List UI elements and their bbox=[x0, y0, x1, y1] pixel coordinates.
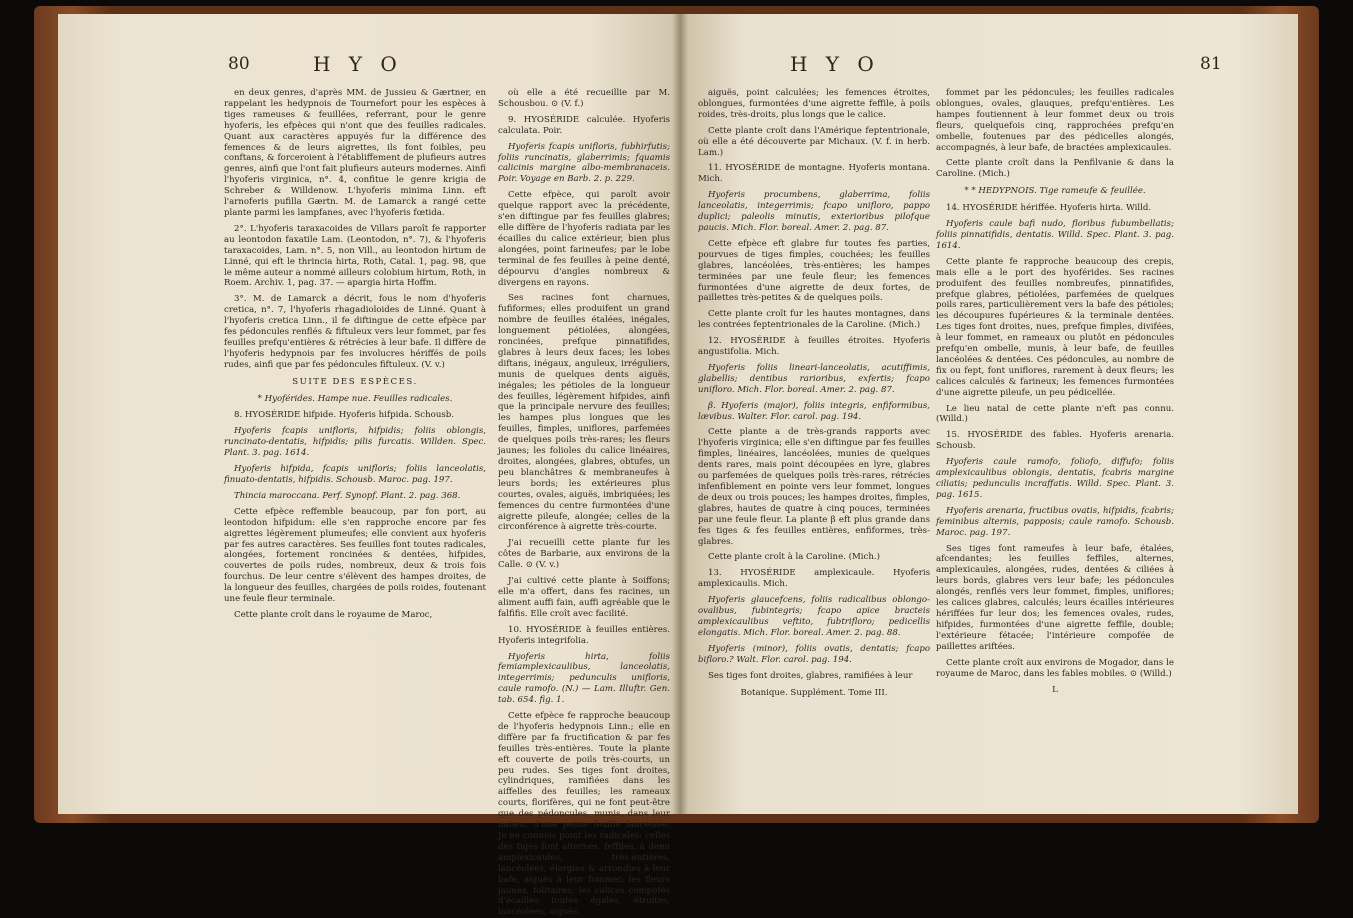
page-number-right: 81 bbox=[1200, 54, 1222, 74]
paragraph: * * HEDYPNOIS. Tige rameufe & feuillée. bbox=[964, 186, 1146, 197]
paragraph: Cette plante croît dans le royaume de Maroc, bbox=[234, 609, 433, 620]
paragraph: 11. HYOSÉRIDE de montagne. Hyoferis montana. Mich. bbox=[698, 163, 930, 185]
paragraph: Cette efpèce reffemble beaucoup, par fon port, au leontodon hifpidum: elle s'en rapproche encore par fes aigrettes légèrement plumeufes; elle convient aux hyoferis par fes autres caractères. Ses feuilles font toutes radicales, alongées, fortement roncinées & dentées, hifpides, couvertes de poils rudes, nombreux, deux & trois fois fourchus. De leur centre s'élèvent des hampes droites, de la longueur des feuilles, chargées de poils roides, foutenant une feule fleur terminale. bbox=[224, 506, 486, 605]
paragraph: J'ai recueilli cette plante fur les côtes de Barbarie, aux environs de la Calle. ⊙ (V. v.) bbox=[498, 538, 670, 571]
right-page bbox=[680, 14, 1298, 814]
paragraph: 10. HYOSÉRIDE à feuilles entières. Hyoferis integrifolia. bbox=[498, 624, 670, 646]
paragraph: Cette efpèce fe rapproche beaucoup de l'hyoferis hedypnois Linn.; elle en diffère par fa fructification & par fes feuilles très-entières. Toute la plante eft couverte de poils très-courts, un peu rudes. Ses tiges font droites, cylindriques, ramifiées dans les aiffelles des feuilles; les rameaux courts, florifères, qui ne font peut-être que des pédoncules, munis, dans leur milieu, d'une petite feuille lancéolée. Je ne connois point les radicales: celles des tiges font alternes, feffiles, à demi amplexicaules, très-entières, lancéolées, élargies & arrondies à leur bafe, aiguës à leur fommet; les fleurs jaunes, folitaires; les calices compofés d'écailles toutes égales, étroites, lancéolées, aiguës, bbox=[498, 711, 670, 918]
paragraph: où elle a été recueillie par M. Schousbou. ⊙ (V. f.) bbox=[498, 88, 670, 109]
paragraph: Le lieu natal de cette plante n'eft pas connu. (Willd.) bbox=[936, 403, 1174, 425]
page-number-left: 80 bbox=[228, 54, 250, 74]
running-header-left: H Y O bbox=[313, 52, 403, 76]
paragraph: 13. HYOSÉRIDE amplexicaule. Hyoferis amplexicaulis. Mich. bbox=[698, 568, 930, 590]
paragraph: β. Hyoferis (major), foliis integris, enfiformibus, lævibus. Walter. Flor. carol. pag. 194. bbox=[698, 400, 930, 422]
paragraph: Cette plante croît dans la Penfilvanie & dans la Caroline. (Mich.) bbox=[936, 158, 1174, 180]
paragraph: J'ai cultivé cette plante à Soiffons; elle m'a offert, dans fes racines, un aliment auffi fain, auffi agréable que le falfifis. Elle croît avec facilité. bbox=[498, 576, 670, 619]
left-column-1 bbox=[224, 88, 486, 808]
paragraph: Cette plante croît fur les hautes montagnes, dans les contrées feptentrionales de la Caroline. (Mich.) bbox=[698, 309, 930, 331]
paragraph: SUITE DES ESPÈCES. bbox=[292, 376, 418, 387]
paragraph: Botanique. Supplément. Tome III. bbox=[740, 687, 888, 698]
paragraph: Cette efpèce, qui paroît avoir quelque rapport avec la précédente, s'en diftingue par fes feuilles glabres; elle diffère de l'hyoferis radiata par les écailles du calice extérieur, bien plus alongées, point farineufes; par le lobe terminal de fes feuilles à peine denté, dépourvu d'angles nombreux & divergens en rayons. bbox=[498, 190, 670, 288]
running-header-right: H Y O bbox=[790, 52, 880, 76]
paragraph: Hyoferis (minor), foliis ovatis, dentatis; fcapo bifloro.? Walt. Flor. carol. pag. 194. bbox=[698, 643, 930, 665]
paragraph: fommet par les pédoncules; les feuilles radicales oblongues, ovales, glauques, prefqu'entières. Les hampes foutiennent à leur fommet deux ou trois fleurs, quelquefois cinq, rapprochées prefqu'en ombelle, foutenues par des pédicelles alongés, accompagnés, à leur bafe, de bractées amplexicaules. bbox=[936, 88, 1174, 153]
left-column-2 bbox=[498, 88, 670, 918]
paragraph: Hyoferis hifpida, fcapis unifloris; foliis lanceolatis, finuato-dentatis, hifpidis. Schousb. Maroc. pag. 197. bbox=[224, 464, 486, 485]
paragraph: 12. HYOSÉRIDE à feuilles étroites. Hyoferis angustifolia. Mich. bbox=[698, 336, 930, 358]
paragraph: en deux genres, d'après MM. de Jussieu & Gærtner, en rappelant les hedypnois de Tournefort pour les espèces à tiges rameuses & feuillées, referrant, pour le genre hyoferis, les efpèces qui n'ont que des feuilles radicales. Quant aux caractères appuyés fur la différence des femences & de leurs aigrettes, ils font foibles, peu conftans, & forceroient à l'établiffement de plufieurs autres genres, ainfi que l'ont fait plufieurs auteurs modernes. Ainfi l'hyoferis virginica, n°. 4, confitue le genre krigia de Schreber & Willdenow. L'hyoferis minima Linn. eft l'arnoferis pufilla Gærtn. M. de Lamarck a rangé cette plante parmi les lampfanes, avec l'hyoferis fœtida. bbox=[224, 88, 486, 218]
paragraph: L bbox=[1052, 685, 1058, 696]
paragraph: Hyoferis arenaria, fructibus ovatis, hifpidis, fcabris; feminibus alternis, papposis; caule ramofo. Schousb. Maroc. pag. 197. bbox=[936, 505, 1174, 538]
paragraph: Thincia maroccana. Perf. Synopf. Plant. 2. pag. 368. bbox=[234, 490, 461, 501]
paragraph: 8. HYOSÉRIDE hifpide. Hyoferis hifpida. Schousb. bbox=[234, 410, 455, 421]
paragraph: Ses tiges font droites, glabres, ramifiées à leur bbox=[708, 670, 913, 681]
paragraph: * Hyoférides. Hampe nue. Feuilles radicales. bbox=[257, 393, 453, 404]
paragraph: 9. HYOSÉRIDE calculée. Hyoferis calculata. Poir. bbox=[498, 114, 670, 136]
paragraph: Cette plante croît à la Caroline. (Mich.) bbox=[708, 552, 880, 563]
paragraph: Hyoferis glaucefcens, foliis radicalibus oblongo-ovalibus, fubintegris; fcapo apice bracteis amplexicaulibus veftito, fubtrifloro; pedicellis elongatis. Mich. Flor. boreal. Amer. 2. pag. 88. bbox=[698, 595, 930, 638]
paragraph: Ses tiges font rameufes à leur bafe, étalées, afcendantes; les feuilles feffiles, alternes, amplexicaules, alongées, rudes, dentées & ciliées à leurs bords, glabres vers leur bafe; les pédoncules alongés, renflés vers leur fommet, fimples, uniflores; les calices glabres, calculés; leurs écailles intérieures hériffées fur leur dos; les femences ovales, rudes, hifpides, furmontées d'une aigrette feffile, double; l'extérieure fétacée; l'intérieure compofée de paillettes ariftées. bbox=[936, 543, 1174, 652]
paragraph: Hyoferis caule ramofo, foliofo, diffufo; foliis amplexicaulibus oblongis, dentatis, fcabris margine ciliatis; pedunculis incraffatis. Willd. Spec. Plant. 3. pag. 1615. bbox=[936, 457, 1174, 500]
paragraph: 15. HYOSÉRIDE des fables. Hyoferis arenaria. Schousb. bbox=[936, 430, 1174, 452]
paragraph: 14. HYOSÉRIDE hériffée. Hyoferis hirta. Willd. bbox=[946, 203, 1152, 214]
paragraph: Hyoferis procumbens, glaberrima, foliis lanceolatis, integerrimis; fcapo unifloro, pappo duplici; paleolis minutis, exterioribus pilofque paucis. Mich. Flor. boreal. Amer. 2. pag. 87. bbox=[698, 190, 930, 233]
right-column-1 bbox=[698, 88, 930, 808]
paragraph: Hyoferis caule bafi nudo, floribus fubumbellatis; foliis pinnatifidis, dentatis. Willd. Spec. Plant. 3. pag. 1614. bbox=[936, 219, 1174, 251]
paragraph: Hyoferis foliis lineari-lanceolatis, acutiffimis, glabellis; dentibus rarioribus, exfertis; fcapo unifloro. Mich. Flor. boreal. Amer. 2. pag. 87. bbox=[698, 362, 930, 395]
paragraph: Cette plante a de très-grands rapports avec l'hyoferis virginica; elle s'en diftingue par fes feuilles fimples, linéaires, lancéolées, munies de quelques dents rares, mais point découpées en lyre, glabres ou parfemées de quelques poils très-rares, rétrécies infenfiblement en pointe vers leur fommet, longues de deux ou trois pouces; les hampes droites, fimples, glabres, hautes de quatre à cinq pouces, terminées par une feule fleur. La plante β eft plus grande dans fes tiges & fes feuilles entières, enfiformes, très-glabres. bbox=[698, 427, 930, 547]
paragraph: Hyoferis fcapis unifloris, fubhirfutis; foliis runcinatis, glaberrimis; fquamis calicinis margine albo-membranaceis. Poir. Voyage en Barb. 2. p. 229. bbox=[498, 141, 670, 185]
paragraph: 2°. L'hyoferis taraxacoides de Villars paroît fe rapporter au leontodon faxatile Lam. (Leontodon, n°. 7), & l'hyoferis taraxacoides, Lam. n°. 5, non Vill., au leontodon hirtum de Linné, qui eft le thrincia hirta, Roth, Catal. 1, pag. 98, que le même auteur a nommé ailleurs colobium hirtum, Roth, in Roem. Archiv. 1, pag. 37. — apargia hirta Hoffm. bbox=[224, 223, 486, 289]
paragraph: 3°. M. de Lamarck a décrit, fous le nom d'hyoferis cretica, n°. 7, l'hyoferis rhagadioloides de Linné. Quant à l'hyoferis cretica Linn., il fe diftingue de cette efpèce par fes pédoncules renflés & fiftuleux vers leur fommet, par fes feuilles prefqu'entières & rétrécies à leur bafe. Il diffère de l'hyoferis hedypnois par fes involucres hériffés de poils rudes, ainfi que par fes pédoncules fiftuleux. (V. v.) bbox=[224, 294, 486, 370]
left-page bbox=[58, 14, 680, 918]
paragraph: Hyoferis hirta, foliis femiamplexicaulibus, lanceolatis, integerrimis; pedunculis unifloris, caule ramofo. (N.) — Lam. Illuftr. Gen. tab. 654. fig. 1. bbox=[498, 651, 670, 706]
paragraph: Ses racines font charnues, fufiformes; elles produifent un grand nombre de feuilles étalées, inégales, longuement pétiolées, alongées, roncinées, prefque pinnatifides, glabres à leurs deux faces; les lobes diftans, inégaux, anguleux, irréguliers, munis de quelques dents aiguës, inégales; les pétioles de la longueur des feuilles, légèrement hifpides, ainfi que la principale nervure des feuilles; les hampes plus longues que les feuilles, fimples, uniflores, parfemées de quelques poils très-rares; les fleurs jaunes; les folioles du calice linéaires, droites, alongées, glabres, obtufes, un peu blanchâtres & membraneufes à leurs bords; les extérieures plus courtes, ovales, aiguës, imbriquées; les femences du centre furmontées d'une aigrette pileufe, alongée; celles de la circonférence à aigrette très-courte. bbox=[498, 293, 670, 533]
paragraph: aiguës, point calculées; les femences étroites, oblongues, furmontées d'une aigrette feffile, à poils roides, très-droits, plus longs que le calice. bbox=[698, 88, 930, 120]
paragraph: Cette plante fe rapproche beaucoup des crepis, mais elle a le port des hyoférides. Ses racines produifent des feuilles nombreufes, pinnatifides, prefque glabres, pétiolées, parfemées de quelques poils rares, particulièrement vers la bafe des pétioles; les découpures fupérieures & la terminale dentées. Les tiges font droites, nues, prefque fimples, divifées, à leur fommet, en rameaux ou plutôt en pédoncules prefqu'en ombelle, munis, à leur bafe, de feuilles lancéolées & dentées. Ces pédoncules, au nombre de fix ou fept, font uniflores, rarement à deux fleurs; les calices calculés & farineux; les femences furmontées d'une aigrette pileufe, un peu pédicellée. bbox=[936, 256, 1174, 398]
paragraph: Cette plante croît dans l'Amérique feptentrionale, où elle a été découverte par Michaux. (V. f. in herb. Lam.) bbox=[698, 125, 930, 158]
paragraph: Hyoferis fcapis unifloris, hifpidis; foliis oblongis, runcinato-dentatis, hifpidis; pilis furcatis. Willden. Spec. Plant. 3. pag. 1614. bbox=[224, 426, 486, 459]
paragraph: Cette efpèce eft glabre fur toutes fes parties, pourvues de tiges fimples, couchées; les feuilles glabres, lancéolées, très-entières; les hampes terminées par une feule fleur; les femences furmontées d'une aigrette de deux fortes, de paillettes très-petites & de quelques poils. bbox=[698, 238, 930, 304]
right-column-2 bbox=[936, 88, 1174, 808]
paragraph: Cette plante croît aux environs de Mogador, dans le royaume de Maroc, dans les fables mobiles. ⊙ (Willd.) bbox=[936, 657, 1174, 679]
book-spine bbox=[672, 14, 688, 814]
